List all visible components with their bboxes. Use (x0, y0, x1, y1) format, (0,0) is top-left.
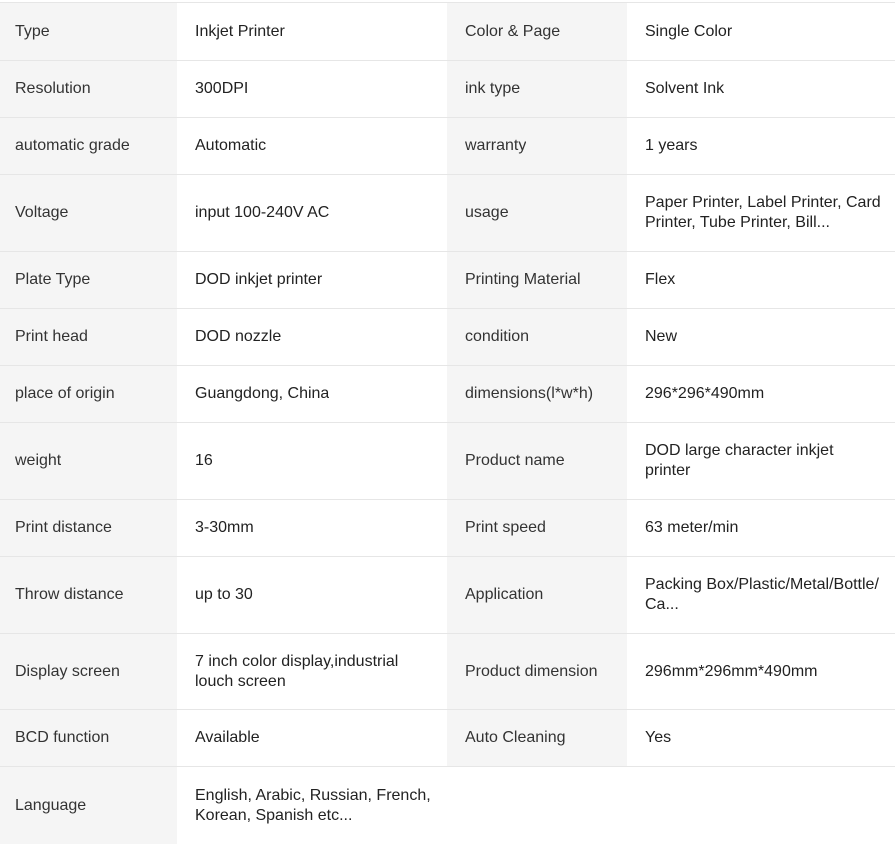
spec-value: 296mm*296mm*490mm (627, 634, 895, 709)
spec-value: 63 meter/min (627, 500, 895, 556)
spec-label: BCD function (0, 710, 177, 766)
spec-label: Product dimension (447, 634, 627, 709)
spec-value: DOD large character inkjet printer (627, 423, 895, 499)
spec-row (0, 366, 895, 423)
spec-label: usage (447, 175, 627, 251)
spec-label: Auto Cleaning (447, 710, 627, 766)
spec-value: input 100-240V AC (177, 175, 447, 251)
spec-row (0, 252, 895, 309)
spec-value: Guangdong, China (177, 366, 447, 422)
spec-value: Paper Printer, Label Printer, Card Printer, Tube Printer, Bill... (627, 175, 895, 251)
spec-value: Available (177, 710, 447, 766)
spec-value: Flex (627, 252, 895, 308)
empty-cell (447, 767, 627, 844)
spec-label: Throw distance (0, 557, 177, 633)
spec-row (0, 634, 895, 710)
spec-label: Language (0, 767, 177, 844)
spec-label: ink type (447, 61, 627, 117)
spec-row (0, 175, 895, 252)
spec-label: Printing Material (447, 252, 627, 308)
spec-label: Print head (0, 309, 177, 365)
spec-label: weight (0, 423, 177, 499)
spec-value: Yes (627, 710, 895, 766)
spec-value: Inkjet Printer (177, 3, 447, 60)
empty-cell (627, 767, 895, 844)
spec-label: Display screen (0, 634, 177, 709)
spec-row (0, 61, 895, 118)
spec-row (0, 767, 895, 844)
spec-label: Type (0, 3, 177, 60)
spec-label: automatic grade (0, 118, 177, 174)
spec-value: Packing Box/Plastic/Metal/Bottle/ Ca... (627, 557, 895, 633)
spec-value: 296*296*490mm (627, 366, 895, 422)
spec-label: Plate Type (0, 252, 177, 308)
spec-value: 1 years (627, 118, 895, 174)
spec-value: up to 30 (177, 557, 447, 633)
spec-row (0, 118, 895, 175)
spec-label: warranty (447, 118, 627, 174)
spec-label: Resolution (0, 61, 177, 117)
spec-value: English, Arabic, Russian, French, Korean, Spanish etc... (177, 767, 447, 844)
spec-row (0, 500, 895, 557)
spec-row (0, 557, 895, 634)
spec-label: dimensions(l*w*h) (447, 366, 627, 422)
spec-value: 16 (177, 423, 447, 499)
spec-value: DOD nozzle (177, 309, 447, 365)
spec-label: Voltage (0, 175, 177, 251)
spec-value: 7 inch color display,industrial louch screen (177, 634, 447, 709)
spec-label: place of origin (0, 366, 177, 422)
spec-label: Product name (447, 423, 627, 499)
spec-value: Single Color (627, 3, 895, 60)
spec-label: condition (447, 309, 627, 365)
spec-value: New (627, 309, 895, 365)
spec-label: Color & Page (447, 3, 627, 60)
spec-value: DOD inkjet printer (177, 252, 447, 308)
spec-label: Application (447, 557, 627, 633)
spec-row (0, 309, 895, 366)
spec-value: 3-30mm (177, 500, 447, 556)
spec-label: Print distance (0, 500, 177, 556)
spec-label: Print speed (447, 500, 627, 556)
spec-table (0, 2, 895, 844)
spec-row (0, 3, 895, 61)
spec-value: 300DPI (177, 61, 447, 117)
spec-row (0, 710, 895, 767)
spec-row (0, 423, 895, 500)
spec-value: Solvent Ink (627, 61, 895, 117)
spec-value: Automatic (177, 118, 447, 174)
